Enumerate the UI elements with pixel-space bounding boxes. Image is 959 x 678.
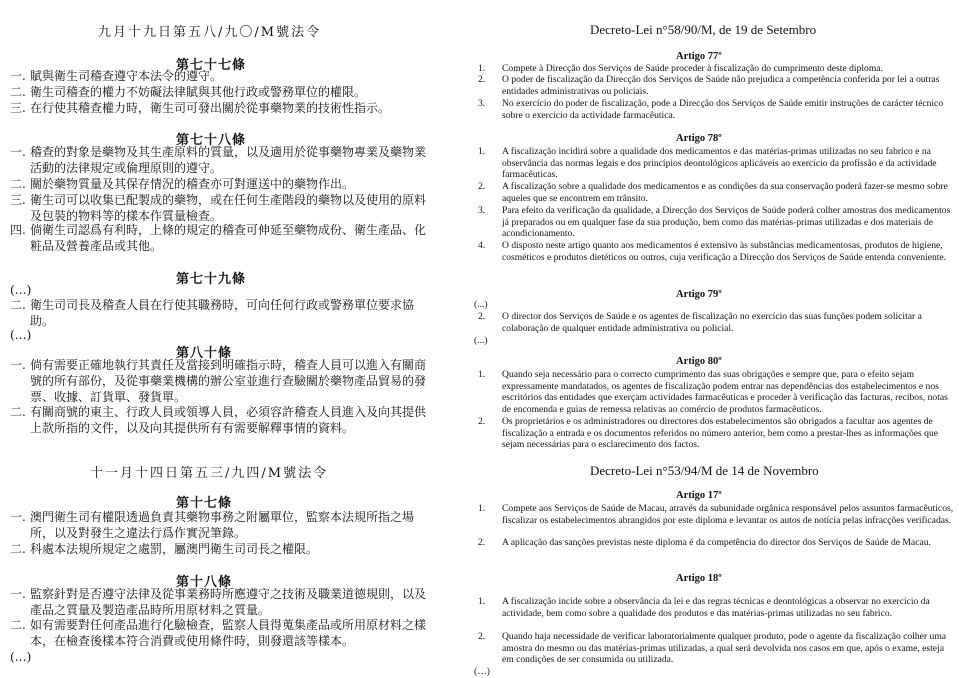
article-17-title-pt: Artigo 17º: [676, 490, 722, 501]
article-79-title: 第七十九條: [176, 272, 247, 287]
ellipsis: (…): [10, 328, 32, 342]
article-78-title-pt: Artigo 78º: [676, 133, 722, 144]
law-title-58-90-pt: Decreto-Lei n°58/90/M, de 19 de Setembro: [590, 22, 817, 37]
ellipsis: (…): [10, 650, 32, 664]
ellipsis: (…): [10, 283, 32, 297]
article-17-title: 第十七條: [176, 496, 233, 511]
article-18-title: 第十八條: [176, 575, 233, 590]
law-title-53-94-pt: Decreto-Lei n°53/94/M de 14 de Novembro: [590, 463, 819, 478]
document-page: 九月十九日第五八/九〇/M號法令 第七十七條 一. 賦與衛生司稽查遵守本法令的遵守。 二. 衛生司稽查的權力不妨礙法律賦與其他行政或警務單位的權限。 三. 在行使其稽查權力時，衛生司可發出關於從事藥物業的技術性指示。 第七十八條 一. 稽查的對象是藥物及其生產原料的質量，以及適用於從事藥物專業及藥物業活動的法律規定或倫理原則的遵守。 二. 關於藥物質量及其保存情況的稽查亦可對運送中的藥物作出。 三. 衛生司可以收集已配製成的藥物，或在任何生產階段的藥物以及使用的原料及包裝的物料等的樣本作質量檢查。 四. 倘衛生司認爲有利時，上條的規定的稽查可伸延至藥物成份、衛生產品、化粧品及營養產品或其他。 第七十九條 (…) 二. 衛生司司長及稽查人員在行使其職務時，可向任何行政或警務單位要求協助。 (…) 第八十條 一. 倘有需要正確地執行其責任及當接到明確指示時，稽查人員可以進入有關商號的所有部份，及從事藥業機構的辦公室並進行查驗關於藥物產品貿易的發票、收據、訂貨單、發貨單。 二. 有關商號的東主、行政人員或領導人員，必須容許稽查人員進入及向其提供上款所指的文件，以及向其提供所有有需要解釋事情的資料。 十一月十四日第五三/九四/M號法令 第十七條 一. 澳門衛生司有權限透過負責其藥物事務之附屬單位，監察本法規所指之場所，以及對發生之違法行爲作實況筆錄。 二. 科處本法規所規定之處罰，屬澳門衛生司司長之權限。 第十八條 一. 監察針對是否遵守法律及從事業務時所應遵守之技術及職業道德規則，以及產品之質量及製造產品時所用原材料之質量。 二. 如有需要對任何產品進行化驗檢查，監察人員得蒐集產品或所用原材料之樣本，在檢查後樣本符合消費或使用條件時，則發還該等樣本。 (…) Decreto-Lei n°58/90/M, de 19 de Setembro Artigo 77º 1. Compete à Direcção dos Serviços de Saúde proceder à fiscalização do cumprimento deste diploma. 2. O poder de fiscalização da Direcção dos Serviços de Saúde não prejudica a competência conferida por lei a outras entidades administrativas ou policiais. 3. No exercício do poder de fiscalização, pode a Direcção dos Serviços de Saúde emitir instruções de carácter técnico sobre o exercício da actividade farmacêutica. Artigo 78º 1. A fiscalização incidirá sobre a qualidade dos medicamentos e das matérias-primas utilizadas no seu fabrico e na observância das normas legais e dos princípios deontológicos aplicáveis ao exercício da profissão e da actividade farmacêuticas. 2. A fiscalização sobre a qualidade dos medicamentos e as condições da sua conservação poderá fazer-se mesmo sobre aqueles que se encontrem em trânsito. 3. Para efeito da verificação da qualidade, a Direcção dos Serviços de Saúde poderá colher amostras dos medicamentos já preparados ou em qualquer fase da sua produção, bem como das matérias-primas utilizadas e dos materiais de acondicionamento. 4. O disposto neste artigo quanto aos medicamentos é extensivo às substâncias medicamentosas, produtos de higiene, cosméticos e produtos dietéticos ou outros, cuja verificação a Direcção dos Serviços de Saúde entenda conveniente. Artigo 79º (...) 2. O director dos Serviços de Saúde e os agentes de fiscalização no exercício das suas funções podem solicitar a colaboração de qualquer entidade administrativa ou policial. (...) Artigo 80º 1. Quando seja necessário para o correcto cumprimento das suas obrigações e sempre que, para o efeito sejam expressamente mandatados, os agentes de fiscalização podem entrar nas dependências dos estabelecimentos e nos escritórios das entidades que exerçam actividades farmacêuticas e proceder à verificação das facturas, recibos, notas de encomenda e guias de remessa relativas ao comércio de produtos farmacêuticos. 2. Os proprietários e os administradores ou directores dos estabelecimentos são obrigados a facultar aos agentes de fiscalização a entrada e os documentos referidos no número anterior, bem como a prestar-lhes as informações que sejam necessárias para o esclarecimento dos factos. Decreto-Lei n°53/94/M de 14 de Novembro Artigo 17º 1. Compete aos Serviços de Saúde de Macau, através da subunidade orgânica responsável pelos assuntos farmacêuticos, fiscalizar os estabelecimentos abrangidos por este diploma e levantar os autos de notícia pelas infracções verificadas. 2. A aplicação das sanções previstas neste diploma é da competência do director dos Serviços de Saúde de Macau. Artigo 18º 1. A fiscalização incide sobre a observância da lei e das regras técnicas e deontológicas a observar no exercício da actividade, bem como sobre a qualidade dos produtos e das matérias-primas utilizadas no seu fabrico. 2. Quando haja necessidade de verificar laboratorialmente qualquer produto, pode o agente da fiscalização colher uma amostra do mesmo ou das matérias-primas utilizadas, a qual será devolvida nos casos em que, após o exame, esteja em condições de ser consumida ou utilizada. (…): [10, 22, 954, 677]
law-title-58-90: 九月十九日第五八/九〇/M號法令: [98, 25, 322, 40]
article-79-title-pt: Artigo 79º: [676, 289, 722, 300]
law-title-53-94: 十一月十四日第五三/九四/M號法令: [90, 466, 329, 481]
ellipsis: (...): [474, 335, 488, 346]
ellipsis: (...): [474, 299, 488, 310]
ellipsis: (…): [474, 666, 490, 677]
article-77-title-pt: Artigo 77º: [676, 51, 722, 62]
article-18-title-pt: Artigo 18º: [676, 573, 722, 584]
article-77-title: 第七十七條: [176, 58, 247, 73]
article-78-title: 第七十八條: [176, 133, 247, 148]
article-80-title: 第八十條: [176, 346, 233, 361]
article-80-title-pt: Artigo 80º: [676, 356, 722, 367]
